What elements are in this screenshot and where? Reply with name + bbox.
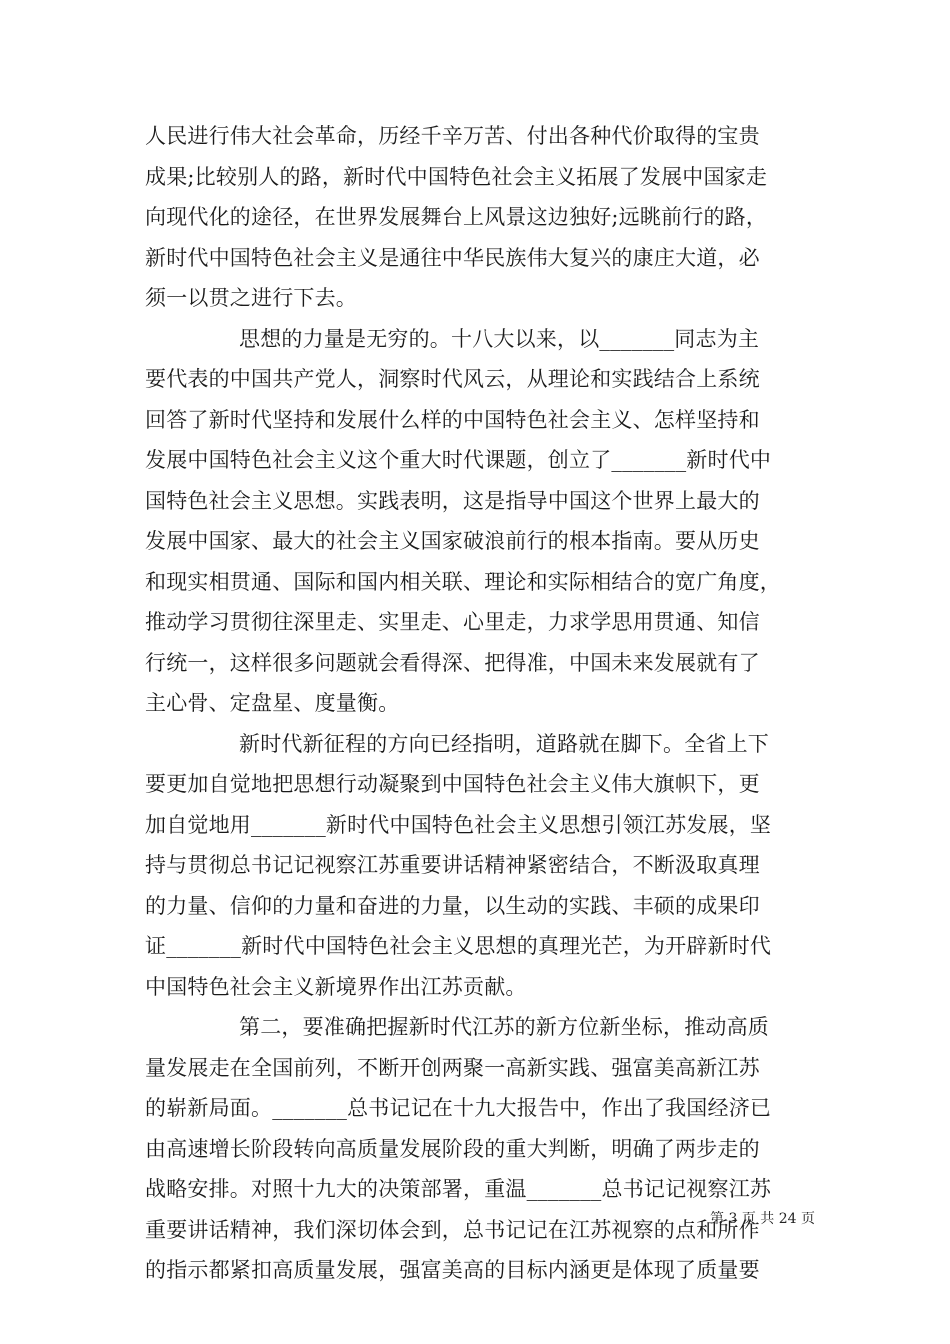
text-line: 加自觉地用_______新时代中国特色社会主义思想引领江苏发展，坚 — [145, 812, 772, 837]
text-line: 思想的力量是无穷的。十八大以来，以_______同志为主 — [239, 326, 760, 351]
page-number: 第 3 页 共 24 页 — [710, 1211, 815, 1227]
text-line: 持与贯彻总书记记视察江苏重要讲话精神紧密结合，不断汲取真理 — [145, 853, 760, 877]
text-line: 的崭新局面。_______总书记记在十九大报告中，作出了我国经济已 — [145, 1096, 772, 1120]
text-line: 要代表的中国共产党人，洞察时代风云，从理论和实践结合上系统 — [145, 367, 760, 391]
text-line: 要更加自觉地把思想行动凝聚到中国特色社会主义伟大旗帜下，更 — [145, 772, 760, 796]
text-line: 新时代新征程的方向已经指明，道路就在脚下。全省上下 — [239, 731, 769, 756]
text-line: 发展中国家、最大的社会主义国家破浪前行的根本指南。要从历史 — [145, 529, 760, 553]
text-line: 成果;比较别人的路，新时代中国特色社会主义拓展了发展中国家走 — [145, 164, 768, 189]
text-line: 重要讲话精神，我们深切体会到，总书记记在江苏视察的点和所作 — [145, 1217, 760, 1242]
text-line: 战略安排。对照十九大的决策部署，重温_______总书记记视察江苏 — [145, 1177, 772, 1201]
paragraph-3 — [145, 724, 813, 1008]
text-line: 须一以贯之进行下去。 — [145, 286, 357, 310]
text-line: 中国特色社会主义新境界作出江苏贡献。 — [145, 974, 527, 999]
text-line: 新时代中国特色社会主义是通往中华民族伟大复兴的康庄大道，必 — [145, 245, 760, 270]
text-line: 人民进行伟大社会革命，历经千辛万苦、付出各种代价取得的宝贵 — [145, 124, 760, 148]
text-line: 回答了新时代坚持和发展什么样的中国特色社会主义、怎样坚持和 — [145, 407, 760, 432]
text-line: 的指示都紧扣高质量发展，强富美高的目标内涵更是体现了质量要 — [145, 1258, 760, 1282]
text-line: 发展中国特色社会主义这个重大时代课题，创立了_______新时代中 — [145, 448, 772, 472]
paragraph-1 — [145, 116, 813, 319]
text-line: 行统一，这样很多问题就会看得深、把得准，中国未来发展就有了 — [145, 650, 760, 675]
text-line: 第二，要准确把握新时代江苏的新方位新坐标，推动高质 — [239, 1015, 769, 1039]
text-line: 国特色社会主义思想。实践表明，这是指导中国这个世界上最大的 — [145, 488, 760, 513]
text-line: 由高速增长阶段转向高质量发展阶段的重大判断，明确了两步走的 — [145, 1136, 760, 1161]
paragraph-2 — [145, 319, 813, 724]
text-line: 推动学习贯彻往深里走、实里走、心里走，力求学思用贯通、知信 — [145, 610, 760, 634]
text-line: 的力量、信仰的力量和奋进的力量，以生动的实践、丰硕的成果印 — [145, 893, 760, 918]
text-line: 量发展走在全国前列，不断开创两聚一高新实践、强富美高新江苏 — [145, 1055, 760, 1080]
text-line: 向现代化的途径，在世界发展舞台上风景这边独好;远眺前行的路， — [145, 205, 768, 229]
text-line: 主心骨、定盘星、度量衡。 — [145, 691, 400, 715]
text-line: 证_______新时代中国特色社会主义思想的真理光芒，为开辟新时代 — [145, 934, 772, 958]
document-body — [145, 116, 813, 1291]
paragraph-4 — [145, 1007, 813, 1291]
text-line: 和现实相贯通、国际和国内相关联、理论和实际相结合的宽广角度， — [145, 569, 781, 594]
